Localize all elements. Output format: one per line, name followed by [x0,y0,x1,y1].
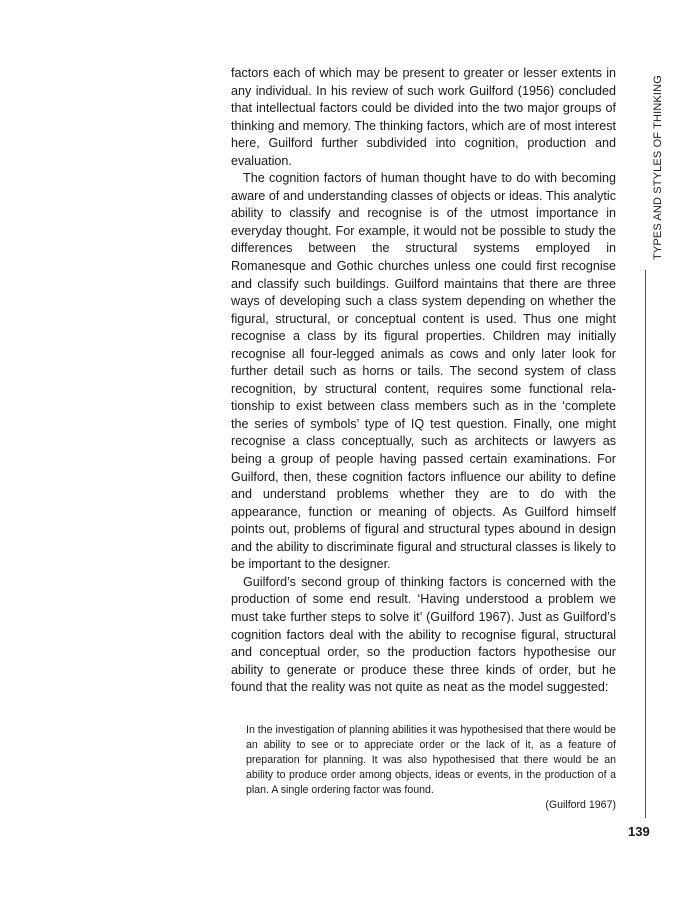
paragraph-cognition-factors: The cognition factors of human thought have to do with becoming aware of and understanding classes of objects or ideas. This analytic ability to classify and recognise is of the utmost importance in everyday thought. For example, it would not be possible to study the differences between the structural systems employed in Romanesque and Gothic churches unless one could first recognise and classify such buildings. Guilford maintains that there are three ways of developing such a class system depending on whether the figural, structural, or conceptual content is used. Thus one might recognise a class by its figural properties. Children may initially recognise all four-legged animals as cows and only later look for further detail such as horns or tails. The second system of class recognition, by structural content, requires some functional relationship to exist between class members such as in the ‘complete the series of symbols’ type of IQ test question. Finally, one might recognise a class conceptually, such as architects or lawyers as being a group of people having passed certain examinations. For Guilford, then, these cognition factors influence our ability to define and understand problems whether they are to do with the appearance, function or meaning of objects. As Guilford himself points out, problems of figural and structural types abound in design and the ability to discriminate figural and structural classes is likely to be important to the designer. [231,171,616,572]
running-head [639,70,664,260]
running-head-text: TYPES AND STYLES OF THINKING [652,75,664,260]
vertical-rule [645,270,646,818]
page-number: 139 [628,824,650,839]
quote-citation: (Guilford 1967) [545,799,616,811]
paragraph-continued: factors each of which may be present to greater or lesser extents in any individual. In his review of such work Guilford (1956) concluded that intellectual factors could be divided into the two major groups of thinking and memory. The thinking factors, which are of most interest here, Guilford further subdivided into cognition, production and evaluation. [231,66,616,168]
block-quote [246,723,616,813]
body-text [231,65,616,697]
quote-text: In the investigation of planning abilities it was hypothesised that there would be an ability to see or to appreciate order or the lack of it, as a feature of preparation for planning. It was also hypothesised that there would be an ability to produce order among objects, ideas or events, in the production of a plan. A single ordering factor was found. [246,724,616,796]
paragraph-production-factors: Guilford’s second group of thinking factors is concerned with the production of some end result. ‘Having understood a problem we must take further steps to solve it’ (Guilford 1967). Just as Guilford’s cognition factors deal with the ability to recognise figural, structural and conceptual order, so the production factors hypothesise our ability to generate or produce these three kinds of order, but he found that the reality was not quite as neat as the model suggested: [231,574,616,695]
